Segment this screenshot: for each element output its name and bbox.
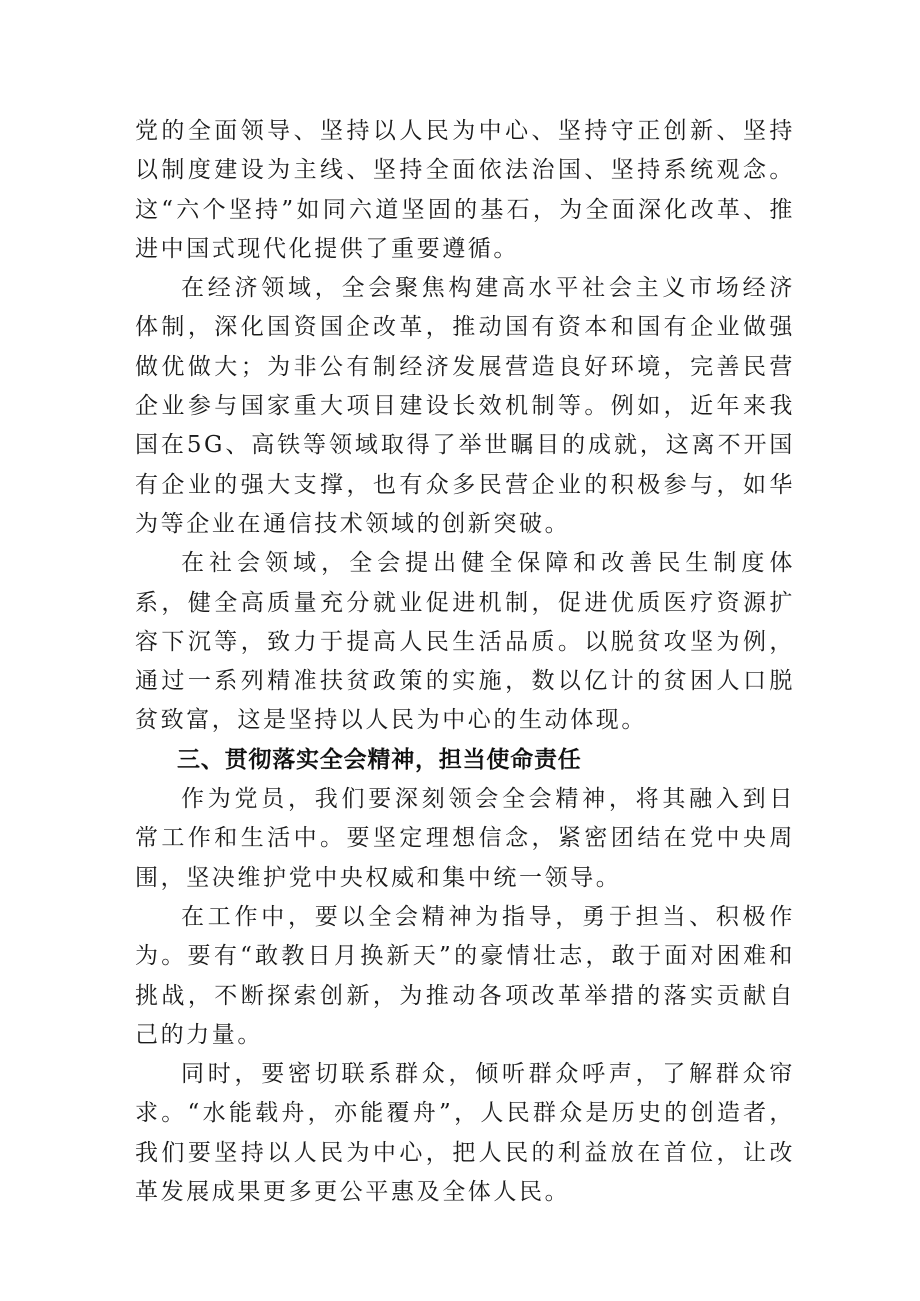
paragraph-masses: 同时，要密切联系群众，倾听群众呼声，了解群众帘求。“水能载舟，亦能覆舟”，人民群众是历史的创造者，我们要坚持以人民为中心，把人民的利益放在首位，让改革发展成果更多更公平惠及全体人民。 bbox=[135, 1061, 795, 1206]
paragraph-society: 在社会领域，全会提出健全保障和改善民生制度体系，健全高质量充分就业促进机制，促进优质医疗资源扩容下沉等，致力于提高人民生活品质。以脱贫攻坚为例，通过一系列精准扶贫政策的实施，数以亿计的贫困人口脱贫致富，这是坚持以人民为中心的生动体现。 bbox=[135, 550, 795, 734]
document-body bbox=[135, 112, 795, 1212]
paragraph-economy: 在经济领域，全会聚焦构建高水平社会主义市场经济体制，深化国资国企改革，推动国有资本和国有企业做强做优做大；为非公有制经济发展营造良好环境，完善民营企业参与国家重大项目建设长效机制等。例如，近年来我国在5G、高铁等领域取得了举世瞩目的成就，这离不开国有企业的强大支撑，也有众多民营企业的积极参与，如华为等企业在通信技术领域的创新突破。 bbox=[135, 275, 795, 537]
paragraph-party-member: 作为党员，我们要深刻领会全会精神，将其融入到日常工作和生活中。要坚定理想信念，紧密团结在党中央周围，坚决维护党中央权威和集中统一领导。 bbox=[135, 786, 795, 891]
paragraph-principles: 党的全面领导、坚持以人民为中心、坚持守正创新、坚持以制度建设为主线、坚持全面依法治国、坚持系统观念。这“六个坚持”如同六道坚固的基石，为全面深化改革、推进中国式现代化提供了重要遵循。 bbox=[135, 118, 795, 262]
paragraph-work: 在工作中，要以全会精神为指导，勇于担当、积极作为。要有“敢教日月换新天”的豪情壮志，敢于面对困难和挑战，不断探索创新，为推动各项改革举措的落实贡献自己的力量。 bbox=[135, 903, 795, 1048]
section-heading: 三、贯彻落实全会精神，担当使命责任 bbox=[177, 746, 582, 773]
